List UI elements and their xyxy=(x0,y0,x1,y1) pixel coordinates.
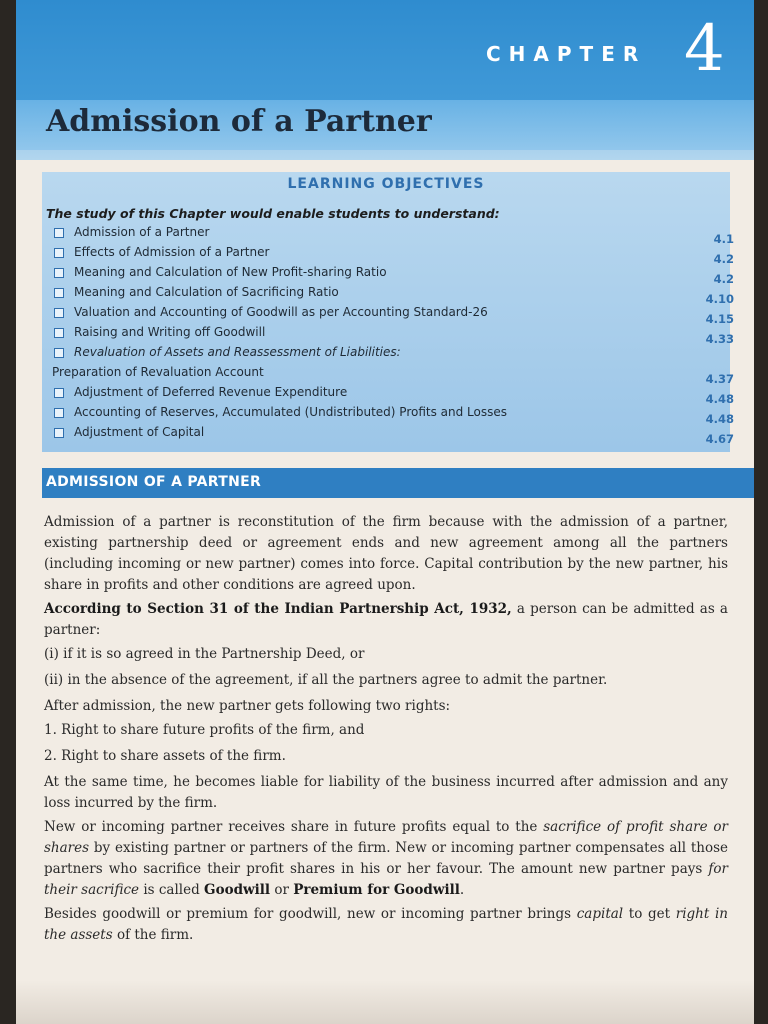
bold-phrase: Goodwill xyxy=(204,882,271,898)
right-item: 1. Right to share future profits of the firm, and xyxy=(44,722,365,738)
text-run: of the firm. xyxy=(112,927,194,943)
objective-text: Adjustment of Capital xyxy=(74,425,205,439)
objective-page: 4.37 xyxy=(705,372,734,386)
checkbox-icon xyxy=(54,308,64,318)
objectives-heading: LEARNING OBJECTIVES xyxy=(287,176,485,192)
objective-text: Adjustment of Deferred Revenue Expenditure xyxy=(74,385,348,399)
textbook-page xyxy=(16,0,754,1024)
objective-text: Effects of Admission of a Partner xyxy=(74,245,270,259)
objective-item xyxy=(52,224,734,246)
objective-page: 4.48 xyxy=(705,392,734,406)
objective-item xyxy=(52,244,734,266)
paragraph: Admission of a partner is reconstitution of the firm because with the admission of a partner, existing partnership deed or agreement ends and new agreement among all the partners (including incoming or new partner) comes into force. Capital contribution by the new partner, his share in profits and other conditions are agreed upon. xyxy=(44,514,728,593)
text-run: by existing partner or partners of the firm. New or incoming partner compensates all those partners who sacrifice their profit shares in his or her favour. The amount new partner pays xyxy=(44,840,728,877)
objective-item xyxy=(52,284,734,306)
condition-item: (ii) in the absence of the agreement, if all the partners agree to admit the partner. xyxy=(44,672,608,688)
objective-text: Meaning and Calculation of Sacrificing Ratio xyxy=(74,285,339,299)
objective-page: 4.15 xyxy=(705,312,734,326)
text-run: . xyxy=(459,882,465,898)
chapter-label: CHAPTER xyxy=(486,42,647,66)
objective-text: Raising and Writing off Goodwill xyxy=(74,325,266,339)
checkbox-icon xyxy=(54,228,64,238)
checkbox-icon xyxy=(54,328,64,338)
objective-page: 4.33 xyxy=(705,332,734,346)
condition-item: (i) if it is so agreed in the Partnership Deed, or xyxy=(44,646,365,662)
checkbox-icon xyxy=(54,348,64,358)
page-shadow xyxy=(16,980,754,1024)
paragraph xyxy=(44,904,728,946)
objective-text: Admission of a Partner xyxy=(74,225,210,239)
objective-item xyxy=(52,404,734,426)
chapter-title: Admission of a Partner xyxy=(46,104,432,139)
checkbox-icon xyxy=(54,428,64,438)
text-run: Besides goodwill or premium for goodwill, new or incoming partner brings xyxy=(44,906,577,922)
objective-page: 4.48 xyxy=(705,412,734,426)
italic-phrase: for their sacrifice xyxy=(44,861,728,898)
objective-text: Valuation and Accounting of Goodwill as per Accounting Standard-26 xyxy=(74,305,488,319)
objective-page: 4.67 xyxy=(705,432,734,446)
objective-page: 4.1 xyxy=(713,232,734,246)
learning-objectives-box xyxy=(42,172,734,452)
text-run: is called xyxy=(139,882,205,898)
paragraph: At the same time, he becomes liable for liability of the business incurred after admission and any loss incurred by the firm. xyxy=(44,774,728,811)
section-heading-bar xyxy=(42,468,754,498)
paragraph xyxy=(44,817,728,901)
objective-item xyxy=(52,424,734,446)
paragraph xyxy=(44,599,728,641)
objective-page: 4.2 xyxy=(713,272,734,286)
paragraph: After admission, the new partner gets following two rights: xyxy=(44,698,451,714)
text-run: a person can be admitted as a partner: xyxy=(44,601,728,638)
objective-text: Revaluation of Assets and Reassessment of Liabilities: xyxy=(74,345,401,359)
objective-item xyxy=(52,384,734,406)
right-item: 2. Right to share assets of the firm. xyxy=(44,748,286,764)
text-run: New or incoming partner receives share in future profits equal to the xyxy=(44,819,544,835)
text-run: to get xyxy=(623,906,676,922)
italic-phrase: capital xyxy=(576,906,624,922)
bold-phrase: Premium for Goodwill xyxy=(293,882,460,898)
objective-item xyxy=(52,264,734,286)
objective-text: Meaning and Calculation of New Profit-sharing Ratio xyxy=(74,265,387,279)
checkbox-icon xyxy=(54,268,64,278)
bold-phrase: According to Section 31 of the Indian Partnership Act, 1932, xyxy=(44,601,512,617)
objective-page: 4.10 xyxy=(705,292,734,306)
checkbox-icon xyxy=(54,288,64,298)
objectives-list xyxy=(52,224,734,446)
objective-item xyxy=(52,344,722,364)
section-title: ADMISSION OF A PARTNER xyxy=(46,474,262,490)
objective-item xyxy=(52,324,734,346)
objectives-intro: The study of this Chapter would enable students to understand: xyxy=(46,206,500,221)
italic-phrase: right in the assets xyxy=(44,906,728,943)
checkbox-icon xyxy=(54,388,64,398)
objective-text: Accounting of Reserves, Accumulated (Undistributed) Profits and Losses xyxy=(74,405,508,419)
objective-page: 4.2 xyxy=(713,252,734,266)
checkbox-icon xyxy=(54,408,64,418)
section-body xyxy=(44,512,728,949)
italic-phrase: sacrifice of profit share or shares xyxy=(44,819,729,856)
checkbox-icon xyxy=(54,248,64,258)
objective-text: Preparation of Revaluation Account xyxy=(52,365,264,379)
objective-item xyxy=(52,364,734,386)
chapter-number: 4 xyxy=(684,12,725,86)
objective-item xyxy=(52,304,734,326)
text-run: or xyxy=(270,882,294,898)
